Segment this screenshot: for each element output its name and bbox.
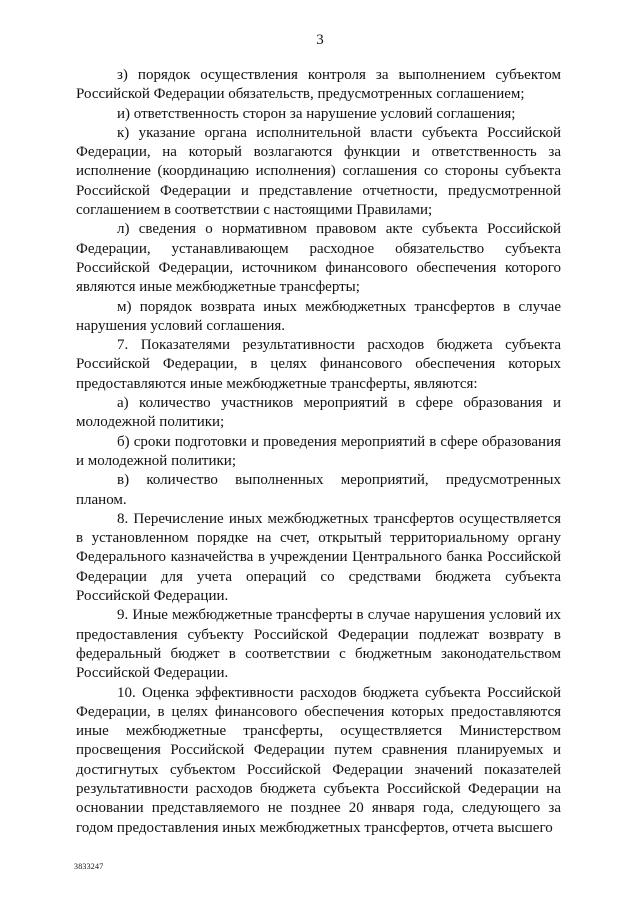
paragraph-item-b: б) сроки подготовки и проведения мероприятий в сфере образования и молодежной политики; — [76, 433, 561, 469]
paragraph-item-v: в) количество выполненных мероприятий, предусмотренных планом. — [76, 472, 561, 508]
paragraph-8: 8. Перечисление иных межбюджетных трансфертов осуществляется в установленном порядке на счет, открытый территориальному органу Федерального казначейства в учреждении Центрального банка Российской Федерации для учета операций со средствами бюджета субъекта Российской Федерации. — [76, 510, 561, 605]
paragraph-7: 7. Показателями результативности расходов бюджета субъекта Российской Федерации, в целях финансового обеспечения которых предоставляются иные межбюджетные трансферты, являются: — [76, 337, 561, 392]
paragraph-item-m: м) порядок возврата иных межбюджетных трансфертов в случае нарушения условий соглашения. — [76, 298, 561, 334]
paragraph-9: 9. Иные межбюджетные трансферты в случае нарушения условий их предоставления субъекту Российской Федерации подлежат возврату в федеральный бюджет в соответствии с бюджетным законодательством Российской Федерации. — [76, 607, 561, 682]
paragraph-item-a: а) количество участников мероприятий в сфере образования и молодежной политики; — [76, 395, 561, 431]
paragraph-item-k: к) указание органа исполнительной власти субъекта Российской Федерации, на который возлагаются функции и ответственность за исполнение (координацию исполнения) соглашения со стороны субъекта Российской Федерации и представление отчетности, предусмотренной соглашением в соответствии с настоящими Правилами; — [76, 124, 561, 219]
paragraph-item-l: л) сведения о нормативном правовом акте субъекта Российской Федерации, устанавливающем расходное обязательство субъекта Российской Федерации, источником финансового обеспечения которого являются иные межбюджетные трансферты; — [76, 221, 561, 296]
paragraph-item-z: з) порядок осуществления контроля за выполнением субъектом Российской Федерации обязательств, предусмотренных соглашением; — [76, 67, 561, 103]
document-body — [76, 66, 561, 838]
paragraph-10: 10. Оценка эффективности расходов бюджета субъекта Российской Федерации, в целях финансового обеспечения которых предоставляются иные межбюджетные трансферты, осуществляется Министерством просвещения Российской Федерации путем сравнения планируемых и достигнутых субъектом Российской Федерации значений показателей результативности расходов бюджета субъекта Российской Федерации на основании представляемого не позднее 20 января года, следующего за годом предоставления иных межбюджетных трансфертов, отчета высшего — [76, 684, 561, 836]
page-number: 3 — [316, 32, 324, 48]
document-code: 3833247 — [74, 862, 104, 871]
paragraph-item-i: и) ответственность сторон за нарушение условий соглашения; — [117, 105, 516, 122]
